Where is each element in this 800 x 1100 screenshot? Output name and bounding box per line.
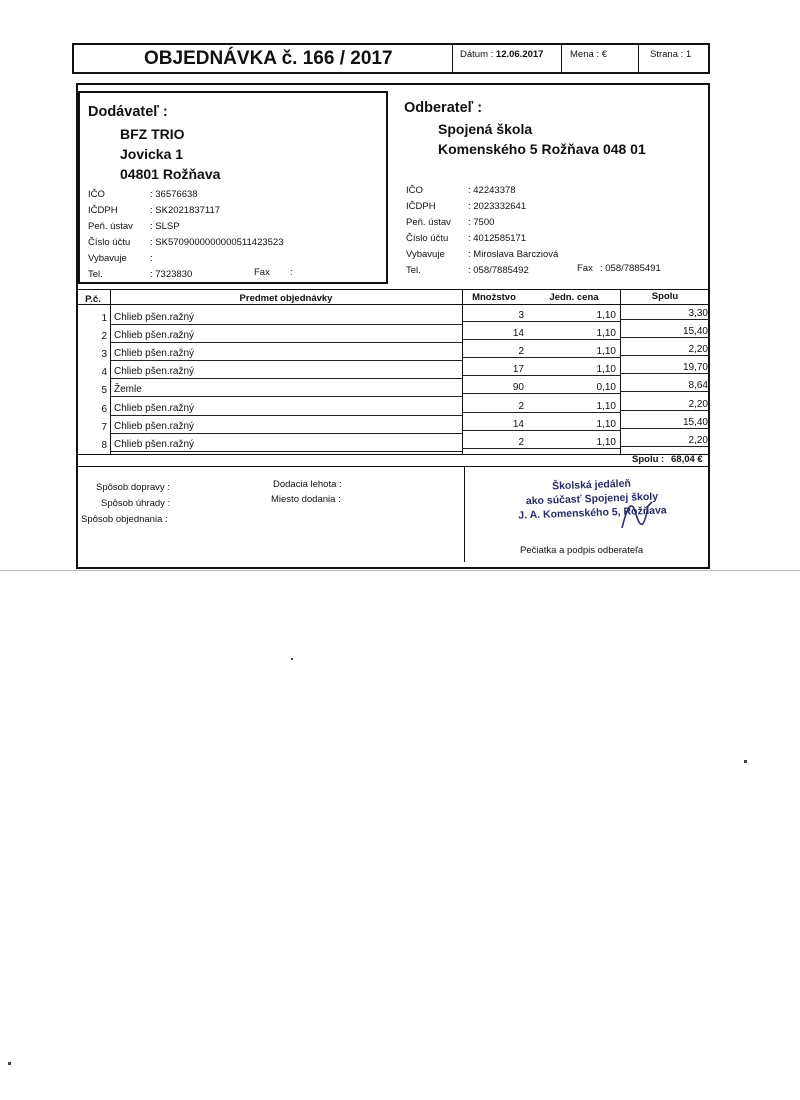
row-underline bbox=[620, 355, 710, 356]
customer-tel-label: Tel. bbox=[406, 265, 421, 276]
stamp-line: J. A. Komenského 5, Rožňava bbox=[518, 504, 667, 522]
col-header-qty: Množstvo bbox=[472, 292, 516, 303]
supplier-icdph-label: IČDPH bbox=[88, 205, 118, 216]
date-label: Dátum : bbox=[460, 49, 494, 60]
row-underline bbox=[462, 430, 620, 431]
col-divider-no bbox=[110, 289, 111, 454]
table-top-border bbox=[76, 289, 710, 290]
header-divider bbox=[452, 43, 453, 74]
row-item: Chlieb pšen.ražný bbox=[114, 421, 195, 432]
supplier-account-label: Číslo účtu bbox=[88, 237, 131, 248]
row-underline bbox=[462, 393, 620, 394]
row-number: 5 bbox=[101, 385, 107, 396]
date-cell bbox=[460, 44, 560, 73]
row-number: 4 bbox=[101, 367, 107, 378]
page-cell bbox=[650, 44, 708, 73]
row-underline bbox=[620, 337, 710, 338]
row-number: 8 bbox=[101, 440, 107, 451]
row-number: 6 bbox=[101, 404, 107, 415]
row-total: 2,20 bbox=[688, 435, 708, 446]
customer-address: Komenského 5 Rožňava 048 01 bbox=[438, 141, 646, 157]
page-value: 1 bbox=[685, 49, 692, 60]
customer-icdph: : 2023332641 bbox=[468, 201, 527, 212]
row-qty: 17 bbox=[512, 364, 524, 375]
customer-account-label: Číslo účtu bbox=[406, 233, 449, 244]
row-underline bbox=[462, 339, 620, 340]
row-underline bbox=[620, 319, 710, 320]
row-item: Žemle bbox=[114, 384, 142, 395]
customer-icdph-label: IČDPH bbox=[406, 201, 436, 212]
delivery-place-label: Miesto dodania : bbox=[271, 494, 341, 505]
row-item: Chlieb pšen.ražný bbox=[114, 330, 195, 341]
table-body-border bbox=[76, 454, 710, 455]
row-qty: 14 bbox=[512, 419, 524, 430]
ordering-label: Spôsob objednania : bbox=[81, 514, 168, 525]
transport-label: Spôsob dopravy : bbox=[96, 482, 170, 493]
sum-value: 68,04 € bbox=[671, 454, 703, 465]
scan-speck bbox=[744, 760, 747, 763]
currency-label: Mena : bbox=[570, 49, 600, 60]
row-underline bbox=[110, 396, 462, 397]
supplier-icdph: : SK2021837117 bbox=[150, 205, 221, 216]
row-number: 3 bbox=[101, 349, 107, 360]
row-item: Chlieb pšen.ražný bbox=[114, 403, 195, 414]
row-qty: 90 bbox=[512, 382, 524, 393]
row-item: Chlieb pšen.ražný bbox=[114, 366, 195, 377]
footer-divider bbox=[464, 466, 465, 562]
customer-heading: Odberateľ : bbox=[404, 100, 483, 116]
row-underline bbox=[462, 448, 620, 449]
row-underline bbox=[110, 415, 462, 416]
customer-fax: : 058/7885491 bbox=[600, 263, 661, 274]
row-qty: 3 bbox=[518, 310, 524, 321]
table-sum-border bbox=[76, 466, 710, 467]
scan-speck bbox=[291, 658, 293, 660]
row-unit-price: 1,10 bbox=[596, 401, 616, 412]
sum-label: Spolu : bbox=[632, 454, 665, 465]
row-underline bbox=[620, 373, 710, 374]
row-item: Chlieb pšen.ražný bbox=[114, 439, 195, 450]
col-header-total: Spolu bbox=[651, 291, 679, 302]
supplier-bank-label: Peň. ústav bbox=[88, 221, 133, 232]
row-underline bbox=[620, 446, 710, 447]
page-label: Strana : bbox=[650, 49, 684, 60]
stamp-line: ako súčasť Spojenej školy bbox=[525, 490, 659, 508]
currency-cell bbox=[570, 44, 636, 73]
row-underline bbox=[110, 360, 462, 361]
row-unit-price: 1,10 bbox=[596, 310, 616, 321]
row-underline bbox=[110, 342, 462, 343]
customer-handler: : Miroslava Barcziová bbox=[468, 249, 559, 260]
customer-bank-label: Peň. ústav bbox=[406, 217, 451, 228]
row-number: 1 bbox=[101, 313, 107, 324]
row-item: Chlieb pšen.ražný bbox=[114, 312, 195, 323]
currency-value: € bbox=[601, 49, 607, 60]
supplier-tel: : 7323830 bbox=[150, 269, 193, 280]
row-unit-price: 1,10 bbox=[596, 364, 616, 375]
customer-ico-label: IČO bbox=[406, 185, 423, 196]
supplier-bank: : SLSP bbox=[150, 221, 180, 232]
row-qty: 2 bbox=[518, 401, 524, 412]
row-underline bbox=[110, 324, 462, 325]
supplier-fax: : bbox=[290, 267, 293, 278]
supplier-tel-label: Tel. bbox=[88, 269, 103, 280]
supplier-ico-label: IČO bbox=[88, 189, 105, 200]
customer-name: Spojená škola bbox=[438, 121, 533, 137]
signature-caption: Pečiatka a podpis odberateľa bbox=[520, 545, 644, 556]
supplier-heading: Dodávateľ : bbox=[88, 104, 168, 120]
row-total: 2,20 bbox=[688, 399, 708, 410]
supplier-fax-label: Fax bbox=[254, 267, 270, 278]
row-underline bbox=[110, 433, 462, 434]
row-unit-price: 1,10 bbox=[596, 419, 616, 430]
school-stamp bbox=[491, 475, 692, 524]
header-divider bbox=[638, 43, 639, 74]
row-number: 7 bbox=[101, 422, 107, 433]
row-underline bbox=[620, 391, 710, 392]
date-value: 12.06.2017 bbox=[495, 49, 544, 60]
row-underline bbox=[462, 412, 620, 413]
row-unit-price: 1,10 bbox=[596, 328, 616, 339]
row-qty: 14 bbox=[512, 328, 524, 339]
signature bbox=[618, 496, 658, 536]
header-divider bbox=[561, 43, 562, 74]
row-qty: 2 bbox=[518, 437, 524, 448]
col-header-unit-price: Jedn. cena bbox=[549, 292, 599, 303]
row-underline bbox=[462, 321, 620, 322]
row-item: Chlieb pšen.ražný bbox=[114, 348, 195, 359]
row-underline bbox=[110, 451, 462, 452]
row-number: 2 bbox=[101, 331, 107, 342]
row-total: 19,70 bbox=[682, 362, 708, 373]
supplier-account: : SK5709000000000511423523 bbox=[150, 237, 284, 248]
row-underline bbox=[462, 375, 620, 376]
row-qty: 2 bbox=[518, 346, 524, 357]
row-unit-price: 0,10 bbox=[596, 382, 616, 393]
row-total: 8,64 bbox=[688, 380, 708, 391]
row-total: 15,40 bbox=[682, 326, 708, 337]
row-underline bbox=[620, 410, 710, 411]
customer-handler-label: Vybavuje bbox=[406, 249, 445, 260]
row-total: 15,40 bbox=[682, 417, 708, 428]
row-underline bbox=[620, 428, 710, 429]
supplier-handler-label: Vybavuje bbox=[88, 253, 127, 264]
supplier-handler: : bbox=[150, 253, 153, 264]
supplier-name: BFZ TRIO bbox=[120, 126, 185, 142]
col-header-no: P.č. bbox=[85, 294, 101, 305]
payment-label: Spôsob úhrady : bbox=[101, 498, 171, 509]
customer-account: : 4012585171 bbox=[468, 233, 527, 244]
supplier-ico: : 36576638 bbox=[150, 189, 198, 200]
row-total: 3,30 bbox=[688, 308, 708, 319]
row-underline bbox=[110, 378, 462, 379]
delivery-term-label: Dodacia lehota : bbox=[273, 479, 342, 490]
customer-ico: : 42243378 bbox=[468, 185, 516, 196]
col-header-item: Predmet objednávky bbox=[239, 293, 333, 304]
scan-speck bbox=[8, 1062, 11, 1065]
row-underline bbox=[462, 357, 620, 358]
customer-fax-label: Fax bbox=[577, 263, 593, 274]
table-header-border bbox=[76, 304, 710, 305]
supplier-street: Jovicka 1 bbox=[120, 146, 184, 162]
supplier-city: 04801 Rožňava bbox=[120, 166, 221, 182]
scan-edge-line bbox=[0, 570, 800, 571]
row-unit-price: 1,10 bbox=[596, 437, 616, 448]
customer-tel: : 058/7885492 bbox=[468, 265, 529, 276]
stamp-line: Školská jedáleň bbox=[551, 477, 632, 493]
row-unit-price: 1,10 bbox=[596, 346, 616, 357]
customer-bank: : 7500 bbox=[468, 217, 495, 228]
row-total: 2,20 bbox=[688, 344, 708, 355]
document-title: OBJEDNÁVKA č. 166 / 2017 bbox=[144, 48, 393, 69]
